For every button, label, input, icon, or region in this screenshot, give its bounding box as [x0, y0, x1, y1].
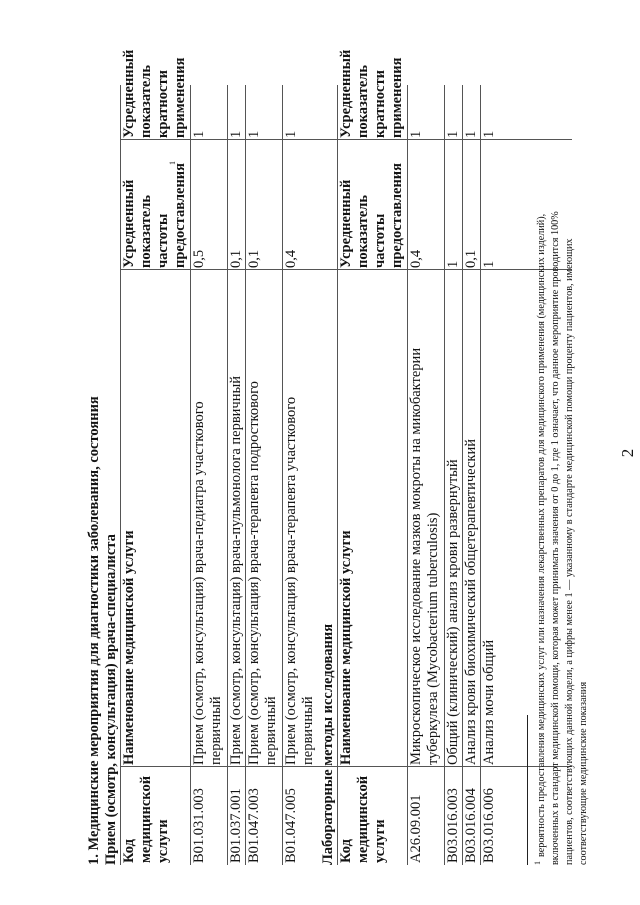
row-name: Микроскопическое исследование мазков мокроты на микобактерии — [408, 347, 424, 765]
row-name: первичный — [300, 696, 316, 765]
header-code: медицинской — [355, 775, 371, 863]
row-freq: 0,4 — [408, 249, 424, 268]
row-code: B03.016.004 — [463, 788, 479, 863]
footnote-text: соответствующие медицинские показания — [578, 681, 589, 865]
header-freq: показатель — [138, 194, 154, 268]
row-mult: 1 — [283, 130, 299, 138]
row-code: B03.016.003 — [445, 788, 461, 863]
header-code: услуги — [372, 819, 388, 863]
row-mult: 1 — [191, 130, 207, 138]
footnote-text: включенных в стандарт медицинской помощи, которая может принимать значения от 0 до 1, где 1 означает, что данное мероприятие проводится 100% — [550, 211, 561, 865]
header-mult: применения — [172, 57, 188, 138]
header-freq: Усредненный — [121, 179, 137, 268]
row-code: B01.047.005 — [283, 788, 299, 863]
row-mult: 1 — [445, 130, 461, 138]
header-freq: предоставления — [389, 163, 405, 268]
row-name: Общий (клинический) анализ крови развернутый — [445, 459, 461, 765]
header-mult: применения — [389, 57, 405, 138]
row-code: B03.016.006 — [481, 788, 497, 863]
rotated-page — [0, 35, 640, 905]
page-number: 2 — [618, 448, 637, 458]
row-name: Анализ крови биохимический общетерапевтический — [463, 439, 479, 765]
row-name: Прием (осмотр, консультация) врача-терапевта участкового — [283, 396, 299, 765]
header-mult: Усредненный — [338, 49, 354, 138]
footnote-text: вероятность предоставления медицинских услуг или назначения лекарственных препаратов для медицинского применения (медицинских изделий), — [536, 213, 547, 857]
row-mult: 1 — [228, 130, 244, 138]
row-code: B01.037.001 — [228, 788, 244, 863]
header-freq: Усредненный — [338, 179, 354, 268]
row-mult: 1 — [246, 130, 262, 138]
header-code: медицинской — [138, 775, 154, 863]
row-freq: 1 — [445, 260, 461, 268]
header-freq: частоты — [372, 213, 388, 268]
header-freq: показатель — [355, 194, 371, 268]
consultations-title: Прием (осмотр, консультация) врача-специалиста — [103, 534, 119, 865]
header-code: услуги — [155, 819, 171, 863]
footnote-marker: 1 — [168, 161, 177, 165]
row-name: первичный — [208, 696, 224, 765]
row-freq: 0,1 — [246, 249, 262, 268]
header-mult: кратности — [155, 70, 171, 138]
table-rule — [337, 139, 572, 140]
row-name: первичный — [263, 696, 279, 765]
header-code: Код — [121, 839, 137, 863]
row-name: Прием (осмотр, консультация) врача-терапевта подросткового — [246, 381, 262, 765]
header-name: Наименование медицинской услуги — [338, 530, 354, 765]
header-freq: частоты — [155, 213, 171, 268]
row-name: Анализ мочи общий — [481, 639, 497, 765]
header-mult: показатель — [355, 64, 371, 138]
row-freq: 0,5 — [191, 249, 207, 268]
header-name: Наименование медицинской услуги — [121, 530, 137, 765]
row-code: B01.047.003 — [246, 788, 262, 863]
row-freq: 0,1 — [463, 249, 479, 268]
row-name: Прием (осмотр, консультация) врача-педиатра участкового — [191, 401, 207, 765]
section-title: 1. Медицинские мероприятия для диагностики заболевания, состояния — [86, 396, 102, 865]
row-freq: 0,4 — [283, 249, 299, 268]
row-name: Прием (осмотр, консультация) врача-пульмонолога первичный — [228, 376, 244, 765]
row-code: A26.09.001 — [408, 794, 424, 863]
row-mult: 1 — [408, 130, 424, 138]
header-code: Код — [338, 839, 354, 863]
row-freq: 1 — [481, 260, 497, 268]
row-freq: 0,1 — [228, 249, 244, 268]
header-freq: предоставления — [172, 163, 188, 268]
footnote-text: пациентов, соответствующих данной модели, а цифры менее 1 — указанному в стандарте медицинской помощи проценту пациентов, имеющих — [564, 238, 575, 865]
row-mult: 1 — [481, 130, 497, 138]
header-mult: Усредненный — [121, 49, 137, 138]
footnote-marker: 1 — [533, 861, 542, 865]
row-name: туберкулеза (Mycobacterium tuberculosis) — [425, 512, 441, 765]
header-mult: показатель — [138, 64, 154, 138]
footnote-separator — [527, 715, 528, 865]
row-mult: 1 — [463, 130, 479, 138]
labs-title: Лабораторные методы исследования — [320, 623, 336, 865]
header-mult: кратности — [372, 70, 388, 138]
row-code: B01.031.003 — [191, 788, 207, 863]
